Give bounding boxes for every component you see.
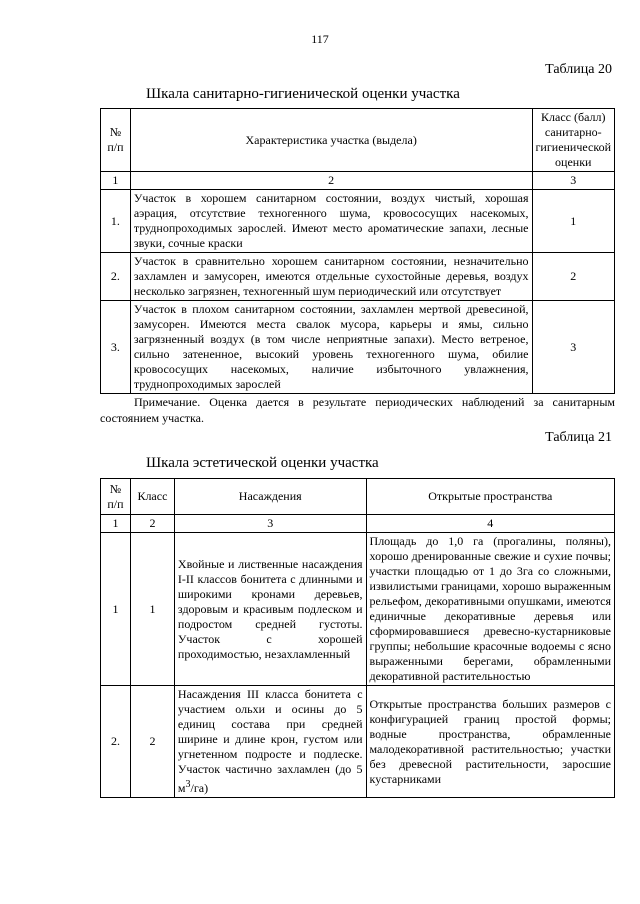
table20-header-num: № п/п — [101, 109, 131, 172]
table-cell: 2. — [101, 253, 131, 301]
table-cell: 2 — [130, 172, 532, 190]
table-row — [101, 253, 615, 301]
table21-header-open: Открытые пространства — [366, 479, 614, 515]
table21-header-stands: Насаждения — [174, 479, 366, 515]
table-cell: 1 — [101, 515, 131, 533]
table-cell: 1 — [101, 533, 131, 686]
table-cell: Участок в сравнительно хорошем санитарном состоянии, незначительно захламлен и замусорен, имеются отдельные сухостойные деревья, воздух несколько загрязнен, техногенный шум периодический или отсутствует — [130, 253, 532, 301]
table-cell: 1 — [101, 172, 131, 190]
table-row — [101, 533, 615, 686]
table-row — [101, 686, 615, 798]
table-cell: 3 — [174, 515, 366, 533]
table-cell: 3 — [532, 172, 615, 190]
table20-label: Таблица 20 — [545, 62, 612, 77]
table20-title: Шкала санитарно-гигиенической оценки участка — [146, 86, 460, 102]
stands-text-end: /га) — [190, 781, 209, 795]
table-cell: Площадь до 1,0 га (прогалины, поляны), хорошо дренированные свежие и сухие почвы; участки площадью от 1 до 3га со сложными, извилистыми границами, хорошо выраженным рельефом, декоративными опушками, имеются единичные декоративные деревья или сформировавшиеся древесно-кустарниковые группы; небольшие красочные водоемы с ясно выраженными берегами, обрамленными декоративной растительностью — [366, 533, 614, 686]
table-cell: 1 — [130, 533, 174, 686]
table21-header-class: Класс — [130, 479, 174, 515]
table20 — [100, 108, 615, 394]
table-cell: 2 — [130, 515, 174, 533]
table-cell: Открытые пространства больших размеров с конфигурацией границ простой формы; водные пространства, обрамленные малодекоративной растительностью; участки без древесной растительности, заросшие кустарниками — [366, 686, 614, 798]
table-cell: 2 — [130, 686, 174, 798]
table-cell: 3 — [532, 301, 615, 394]
table20-header-row — [101, 109, 615, 172]
table-cell: Участок в хорошем санитарном состоянии, воздух чистый, хорошая аэрация, отсутствие техногенного шума, кровососущих насекомых, труднопроходимых зарослей. Имеют место ароматические запахи, лесные звуки, сочные краски — [130, 190, 532, 253]
table-cell — [174, 686, 366, 798]
table-cell: 3. — [101, 301, 131, 394]
table21-header-num: № п/п — [101, 479, 131, 515]
table-cell: 1. — [101, 190, 131, 253]
table21 — [100, 478, 615, 798]
table-cell: Участок в плохом санитарном состоянии, захламлен мертвой древесиной, замусорен. Имеются места свалок мусора, карьеры и ямы, сильно загрязненный воздух (в том числе неприятные запахи). Место ветреное, сильно затененное, высокий уровень техногенного шума, обилие кровососущих насекомых, наличие избыточного увлажнения, труднопроходимых зарослей — [130, 301, 532, 394]
table-cell: 2 — [532, 253, 615, 301]
table20-note: Примечание. Оценка дается в результате периодических наблюдений за санитарным состоянием участка. — [100, 395, 615, 425]
table21-title: Шкала эстетической оценки участка — [146, 455, 379, 471]
table-cell: Хвойные и лиственные насаждения I-II классов бонитета с длинными и широкими кронами деревьев, здоровым и красивым подлеском и подростом средней густоты. Участок с хорошей проходимостью, незахламленный — [174, 533, 366, 686]
table-cell: 4 — [366, 515, 614, 533]
table-row — [101, 190, 615, 253]
table-cell: 1 — [532, 190, 615, 253]
table21-header-row — [101, 479, 615, 515]
table20-index-row — [101, 172, 615, 190]
table20-header-char: Характеристика участка (выдела) — [130, 109, 532, 172]
stands-text: Насаждения III класса бонитета с участием ольхи и осины до 5 единиц состава при средней ширине и длине крон, густом или угнетенном подросте и подлеске. Участок частично захламлен (до 5 м — [177, 687, 363, 795]
table21-index-row — [101, 515, 615, 533]
page-number: 117 — [311, 32, 329, 46]
table21-label: Таблица 21 — [545, 430, 612, 445]
table20-header-class: Класс (балл) санитарно-гигиенической оценки — [532, 109, 615, 172]
table-row — [101, 301, 615, 394]
superscript: 3 — [185, 779, 191, 790]
table-cell: 2. — [101, 686, 131, 798]
